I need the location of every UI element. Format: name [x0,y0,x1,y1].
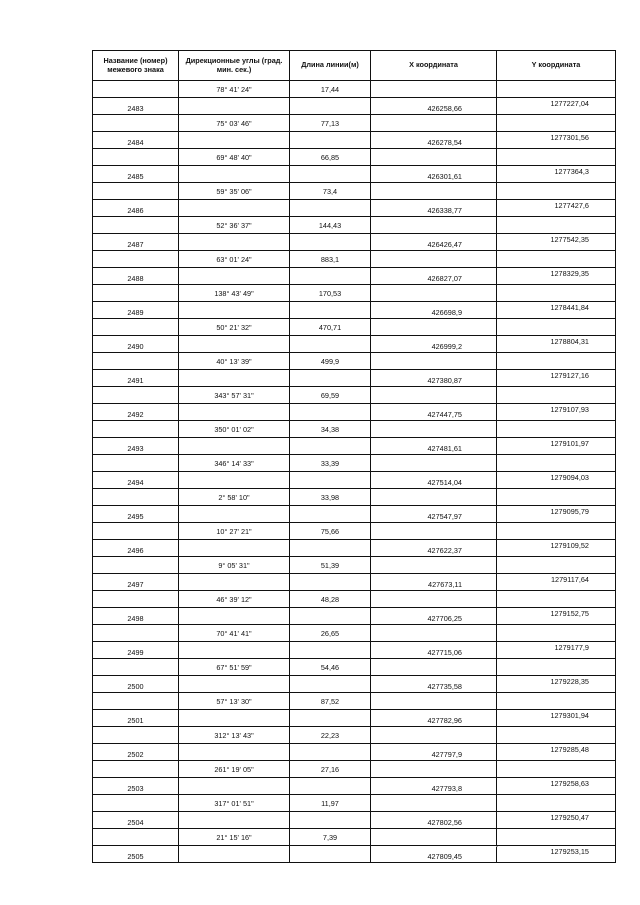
length-cell [290,336,371,353]
angle-cell [179,234,290,251]
point-name-cell: 2499 [93,642,179,659]
point-row [93,710,616,727]
angle-cell [179,778,290,795]
x-cell [371,829,497,846]
y-cell [497,761,616,778]
point-name-cell: 2483 [93,98,179,115]
segment-row [93,285,616,302]
length-cell: 54,46 [290,659,371,676]
x-coordinate-cell: 426258,66 [371,98,497,115]
length-cell [290,608,371,625]
length-cell [290,846,371,863]
y-cell [497,795,616,812]
point-row [93,506,616,523]
boundary-coordinates-table [92,50,616,863]
length-cell [290,812,371,829]
length-cell: 48,28 [290,591,371,608]
point-row [93,846,616,863]
y-coordinate-cell: 1279094,03 [497,472,616,489]
point-row [93,98,616,115]
length-cell [290,540,371,557]
angle-cell: 2° 58' 10" [179,489,290,506]
angle-cell [179,574,290,591]
y-cell [497,557,616,574]
point-row [93,336,616,353]
x-cell [371,183,497,200]
point-row [93,302,616,319]
y-cell [497,829,616,846]
x-coordinate-cell: 427782,96 [371,710,497,727]
name-cell [93,557,179,574]
name-cell [93,659,179,676]
table-body [93,81,616,863]
x-coordinate-cell: 426301,61 [371,166,497,183]
angle-cell [179,336,290,353]
length-cell: 499,9 [290,353,371,370]
length-cell: 69,59 [290,387,371,404]
point-name-cell: 2491 [93,370,179,387]
name-cell [93,81,179,98]
y-cell [497,183,616,200]
angle-cell: 138° 43' 49" [179,285,290,302]
name-cell [93,591,179,608]
x-coordinate-cell: 427481,61 [371,438,497,455]
y-coordinate-cell: 1279107,93 [497,404,616,421]
y-coordinate-cell: 1279152,75 [497,608,616,625]
x-coordinate-cell: 426338,77 [371,200,497,217]
angle-cell: 9° 05' 31" [179,557,290,574]
point-name-cell: 2498 [93,608,179,625]
x-coordinate-cell: 426827,07 [371,268,497,285]
length-cell [290,574,371,591]
segment-row [93,353,616,370]
angle-cell: 346° 14' 33" [179,455,290,472]
y-cell [497,353,616,370]
segment-row [93,115,616,132]
point-row [93,234,616,251]
point-row [93,778,616,795]
angle-cell: 50° 21' 32" [179,319,290,336]
angle-cell [179,472,290,489]
y-coordinate-cell: 1279258,63 [497,778,616,795]
point-name-cell: 2504 [93,812,179,829]
segment-row [93,81,616,98]
y-cell [497,489,616,506]
point-name-cell: 2494 [93,472,179,489]
segment-row [93,455,616,472]
point-name-cell: 2496 [93,540,179,557]
length-cell [290,234,371,251]
header-name: Название (номер) межевого знака [93,51,179,81]
length-cell [290,642,371,659]
length-cell: 51,39 [290,557,371,574]
x-cell [371,217,497,234]
segment-row [93,217,616,234]
x-coordinate-cell: 427514,04 [371,472,497,489]
point-name-cell: 2486 [93,200,179,217]
y-coordinate-cell: 1277427,6 [497,200,616,217]
y-coordinate-cell: 1279127,16 [497,370,616,387]
name-cell [93,115,179,132]
point-row [93,370,616,387]
length-cell: 77,13 [290,115,371,132]
point-name-cell: 2502 [93,744,179,761]
length-cell: 883,1 [290,251,371,268]
length-cell: 33,98 [290,489,371,506]
point-name-cell: 2489 [93,302,179,319]
length-cell [290,268,371,285]
angle-cell: 312° 13' 43" [179,727,290,744]
angle-cell: 261° 19' 05" [179,761,290,778]
angle-cell [179,166,290,183]
length-cell [290,472,371,489]
length-cell [290,506,371,523]
y-cell [497,421,616,438]
point-row [93,812,616,829]
angle-cell [179,438,290,455]
length-cell [290,370,371,387]
segment-row [93,319,616,336]
name-cell [93,353,179,370]
angle-cell [179,506,290,523]
angle-cell: 69° 48' 40" [179,149,290,166]
y-cell [497,81,616,98]
segment-row [93,625,616,642]
y-coordinate-cell: 1279253,15 [497,846,616,863]
y-cell [497,217,616,234]
angle-cell [179,302,290,319]
point-row [93,200,616,217]
point-row [93,744,616,761]
y-coordinate-cell: 1279101,97 [497,438,616,455]
y-cell [497,251,616,268]
point-row [93,438,616,455]
angle-cell: 343° 57' 31" [179,387,290,404]
point-row [93,166,616,183]
x-coordinate-cell: 427706,25 [371,608,497,625]
length-cell: 33,39 [290,455,371,472]
segment-row [93,387,616,404]
y-coordinate-cell: 1278441,84 [497,302,616,319]
y-cell [497,523,616,540]
point-name-cell: 2485 [93,166,179,183]
name-cell [93,693,179,710]
point-row [93,642,616,659]
x-coordinate-cell: 426426,47 [371,234,497,251]
x-cell [371,557,497,574]
segment-row [93,251,616,268]
angle-cell [179,370,290,387]
length-cell: 17,44 [290,81,371,98]
length-cell [290,438,371,455]
header-length: Длина линии(м) [290,51,371,81]
point-name-cell: 2501 [93,710,179,727]
x-coordinate-cell: 426698,9 [371,302,497,319]
x-cell [371,251,497,268]
angle-cell [179,200,290,217]
y-cell [497,319,616,336]
x-coordinate-cell: 427547,97 [371,506,497,523]
y-coordinate-cell: 1279109,52 [497,540,616,557]
point-row [93,574,616,591]
name-cell [93,421,179,438]
length-cell: 34,38 [290,421,371,438]
length-cell: 7,39 [290,829,371,846]
name-cell [93,285,179,302]
table-header-row [93,51,616,81]
x-cell [371,523,497,540]
y-cell [497,591,616,608]
angle-cell [179,404,290,421]
x-cell [371,591,497,608]
y-coordinate-cell: 1279177,9 [497,642,616,659]
y-cell [497,285,616,302]
angle-cell [179,846,290,863]
point-name-cell: 2493 [93,438,179,455]
point-row [93,132,616,149]
x-cell [371,81,497,98]
x-cell [371,625,497,642]
name-cell [93,455,179,472]
header-angle: Дирекционные углы (град. мин. сек.) [179,51,290,81]
angle-cell: 21° 15' 16" [179,829,290,846]
angle-cell: 59° 35' 06" [179,183,290,200]
angle-cell: 10° 27' 21" [179,523,290,540]
segment-row [93,591,616,608]
length-cell: 144,43 [290,217,371,234]
length-cell: 470,71 [290,319,371,336]
segment-row [93,659,616,676]
x-cell [371,353,497,370]
x-coordinate-cell: 427673,11 [371,574,497,591]
name-cell [93,795,179,812]
segment-row [93,795,616,812]
y-coordinate-cell: 1279095,79 [497,506,616,523]
point-name-cell: 2492 [93,404,179,421]
y-coordinate-cell: 1279250,47 [497,812,616,829]
name-cell [93,829,179,846]
angle-cell [179,540,290,557]
point-name-cell: 2505 [93,846,179,863]
length-cell [290,200,371,217]
length-cell [290,166,371,183]
point-name-cell: 2503 [93,778,179,795]
angle-cell: 317° 01' 51" [179,795,290,812]
y-cell [497,149,616,166]
length-cell: 73,4 [290,183,371,200]
x-cell [371,421,497,438]
y-cell [497,625,616,642]
angle-cell: 350° 01' 02" [179,421,290,438]
x-coordinate-cell: 427797,9 [371,744,497,761]
x-coordinate-cell: 426999,2 [371,336,497,353]
segment-row [93,421,616,438]
point-row [93,540,616,557]
length-cell: 66,85 [290,149,371,166]
length-cell [290,98,371,115]
x-cell [371,149,497,166]
x-coordinate-cell: 427715,06 [371,642,497,659]
y-coordinate-cell: 1279301,94 [497,710,616,727]
length-cell: 22,23 [290,727,371,744]
name-cell [93,149,179,166]
x-cell [371,795,497,812]
point-row [93,404,616,421]
length-cell [290,404,371,421]
y-cell [497,387,616,404]
x-coordinate-cell: 427793,8 [371,778,497,795]
segment-row [93,523,616,540]
x-cell [371,761,497,778]
length-cell: 27,16 [290,761,371,778]
name-cell [93,727,179,744]
segment-row [93,829,616,846]
x-coordinate-cell: 427380,87 [371,370,497,387]
angle-cell [179,642,290,659]
name-cell [93,251,179,268]
angle-cell [179,98,290,115]
y-coordinate-cell: 1278804,31 [497,336,616,353]
angle-cell [179,676,290,693]
angle-cell: 78° 41' 24" [179,81,290,98]
angle-cell: 46° 39' 12" [179,591,290,608]
y-coordinate-cell: 1277364,3 [497,166,616,183]
length-cell: 26,65 [290,625,371,642]
angle-cell: 57° 13' 30" [179,693,290,710]
length-cell [290,744,371,761]
y-coordinate-cell: 1277542,35 [497,234,616,251]
angle-cell: 52° 36' 37" [179,217,290,234]
x-cell [371,319,497,336]
scan-speck [496,846,498,847]
segment-row [93,183,616,200]
angle-cell [179,812,290,829]
point-name-cell: 2490 [93,336,179,353]
point-row [93,268,616,285]
name-cell [93,183,179,200]
y-coordinate-cell: 1279285,48 [497,744,616,761]
x-coordinate-cell: 427735,58 [371,676,497,693]
name-cell [93,319,179,336]
name-cell [93,761,179,778]
header-y: Y координата [497,51,616,81]
segment-row [93,727,616,744]
length-cell [290,778,371,795]
name-cell [93,489,179,506]
y-cell [497,115,616,132]
angle-cell: 70° 41' 41" [179,625,290,642]
length-cell [290,676,371,693]
y-coordinate-cell: 1277301,56 [497,132,616,149]
x-cell [371,115,497,132]
point-name-cell: 2484 [93,132,179,149]
point-name-cell: 2487 [93,234,179,251]
x-cell [371,285,497,302]
segment-row [93,761,616,778]
angle-cell [179,710,290,727]
x-cell [371,489,497,506]
length-cell [290,302,371,319]
name-cell [93,523,179,540]
angle-cell: 75° 03' 46" [179,115,290,132]
x-cell [371,387,497,404]
name-cell [93,217,179,234]
length-cell: 75,66 [290,523,371,540]
angle-cell [179,608,290,625]
x-coordinate-cell: 427447,75 [371,404,497,421]
point-name-cell: 2495 [93,506,179,523]
segment-row [93,149,616,166]
y-cell [497,727,616,744]
name-cell [93,625,179,642]
angle-cell: 63° 01' 24" [179,251,290,268]
angle-cell: 67° 51' 59" [179,659,290,676]
x-cell [371,693,497,710]
point-row [93,676,616,693]
length-cell: 11,97 [290,795,371,812]
point-name-cell: 2488 [93,268,179,285]
x-coordinate-cell: 427622,37 [371,540,497,557]
header-x: X координата [371,51,497,81]
x-cell [371,455,497,472]
point-name-cell: 2497 [93,574,179,591]
coordinates-sheet [92,50,615,863]
x-coordinate-cell: 427802,56 [371,812,497,829]
y-cell [497,659,616,676]
segment-row [93,489,616,506]
angle-cell [179,268,290,285]
length-cell: 87,52 [290,693,371,710]
name-cell [93,387,179,404]
segment-row [93,557,616,574]
x-coordinate-cell: 427809,45 [371,846,497,863]
y-coordinate-cell: 1278329,35 [497,268,616,285]
y-coordinate-cell: 1279117,64 [497,574,616,591]
length-cell [290,710,371,727]
y-coordinate-cell: 1277227,04 [497,98,616,115]
angle-cell [179,132,290,149]
x-coordinate-cell: 426278,54 [371,132,497,149]
point-row [93,472,616,489]
length-cell [290,132,371,149]
angle-cell: 40° 13' 39" [179,353,290,370]
length-cell: 170,53 [290,285,371,302]
point-name-cell: 2500 [93,676,179,693]
y-cell [497,455,616,472]
x-cell [371,727,497,744]
y-cell [497,693,616,710]
segment-row [93,693,616,710]
angle-cell [179,744,290,761]
x-cell [371,659,497,676]
point-row [93,608,616,625]
y-coordinate-cell: 1279228,35 [497,676,616,693]
